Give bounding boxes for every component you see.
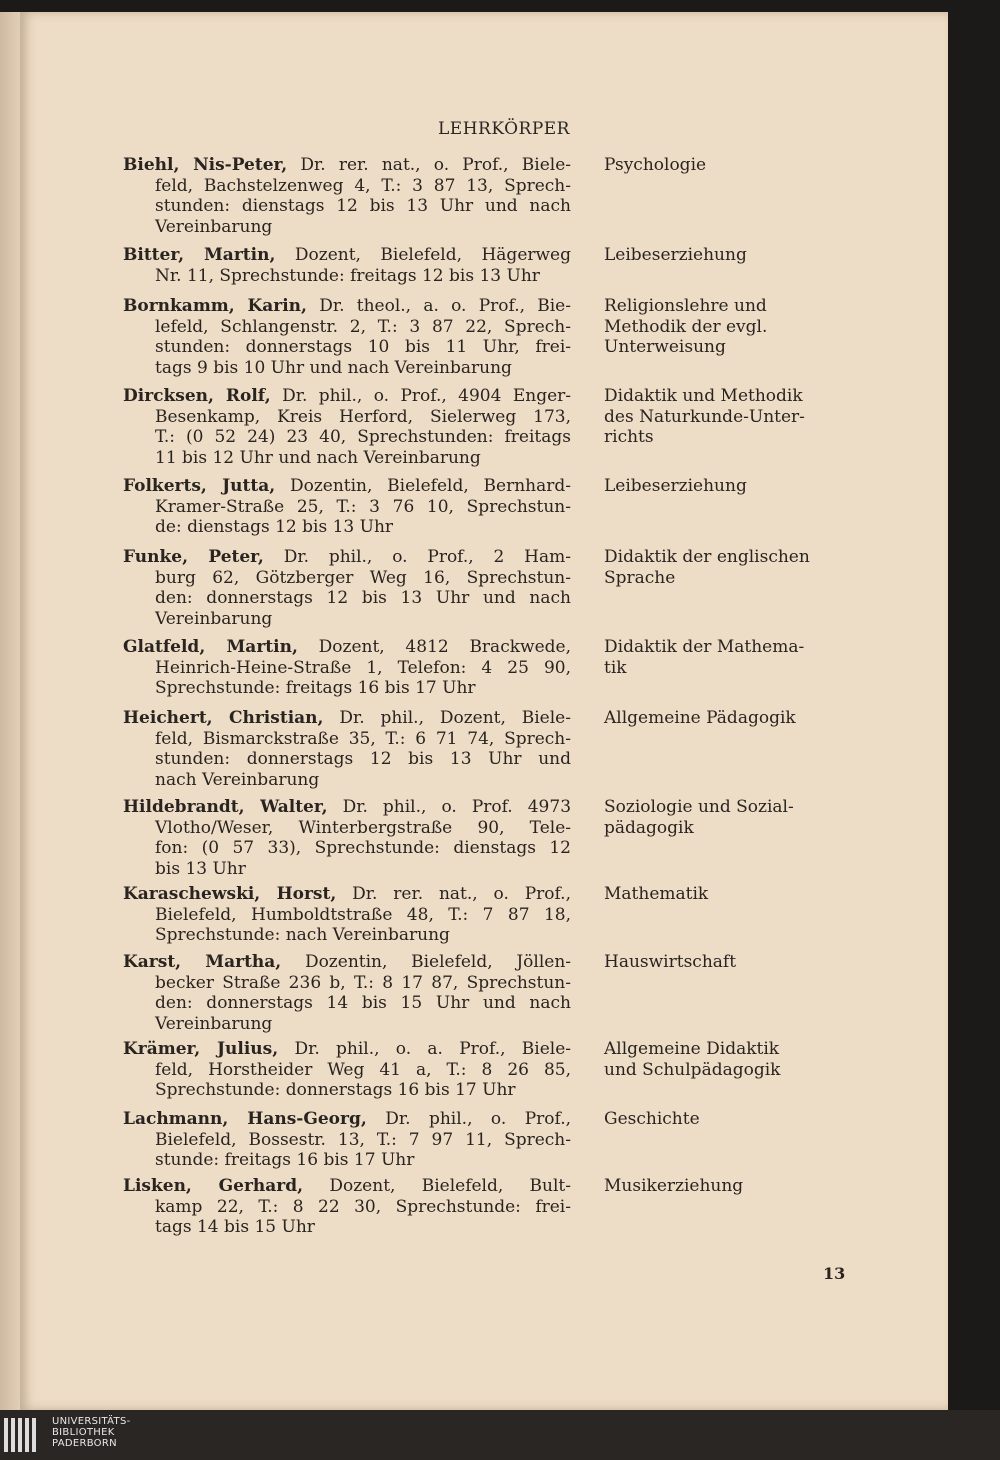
- entry-text-line: [123, 1176, 571, 1197]
- library-name-line: UNIVERSITÄTS-: [52, 1416, 131, 1427]
- entry-description: [123, 245, 571, 286]
- faculty-name: Lachmann, Hans-Georg,: [123, 1109, 367, 1129]
- entry-text-line: burg 62, Götzberger Weg 16, Sprechstun-: [155, 567, 571, 588]
- entry-subject: [604, 884, 854, 905]
- entry-subject: [604, 1109, 854, 1130]
- entry-description: [123, 296, 571, 378]
- faculty-details: Dr. rer. nat., o. Prof.,: [352, 884, 571, 904]
- entry-text-line: Bielefeld, Bossestr. 13, T.: 7 97 11, Sprech-: [155, 1129, 571, 1150]
- entry-text-line: feld, Bismarckstraße 35, T.: 6 71 74, Sprech-: [155, 728, 571, 749]
- faculty-details: Dr. phil., o. Prof., 4904 Enger-: [282, 386, 572, 406]
- entry-subject: [604, 637, 854, 678]
- entry-description: [123, 386, 571, 468]
- library-name: [52, 1416, 131, 1449]
- entry-subject: [604, 296, 854, 358]
- faculty-name: Funke, Peter,: [123, 547, 264, 567]
- entry-text-line: 11 bis 12 Uhr und nach Vereinbarung: [155, 447, 481, 468]
- entry-text-line: [123, 952, 571, 973]
- faculty-name: Hildebrandt, Walter,: [123, 797, 328, 817]
- page-title: LEHRKÖRPER: [438, 119, 570, 139]
- entry-subject: [604, 708, 854, 729]
- subject-line: Musikerziehung: [604, 1176, 744, 1196]
- entry-text-line: den: donnerstags 12 bis 13 Uhr und nach: [155, 588, 571, 608]
- entry-text-line: [123, 1039, 571, 1060]
- library-logo-icon: [4, 1418, 44, 1452]
- entry-text-line: fon: (0 57 33), Sprechstunde: dienstags 12: [155, 838, 571, 858]
- faculty-details: Dr. rer. nat., o. Prof., Biele-: [300, 155, 571, 175]
- entry-text-line: Kramer-Straße 25, T.: 3 76 10, Sprechstun-: [155, 496, 571, 517]
- faculty-name: Karst, Martha,: [123, 952, 282, 972]
- faculty-details: Dozent, Bielefeld, Bult-: [329, 1176, 571, 1196]
- entry-subject: [604, 155, 854, 176]
- entry-text-line: [123, 637, 571, 658]
- entry-text-line: [123, 386, 571, 407]
- entry-description: [123, 952, 571, 1034]
- entry-description: [123, 884, 571, 946]
- entry-text-line: Vereinbarung: [155, 216, 273, 237]
- subject-line: Leibeserziehung: [604, 476, 747, 496]
- entry-subject: [604, 547, 854, 588]
- entry-description: [123, 1039, 571, 1101]
- faculty-details: Dr. theol., a. o. Prof., Bie-: [319, 296, 571, 316]
- entry-text-line: [123, 1109, 571, 1130]
- faculty-name: Folkerts, Jutta,: [123, 476, 276, 496]
- subject-line: Didaktik und Methodik: [604, 386, 803, 406]
- subject-line: Soziologie und Sozial-: [604, 797, 794, 817]
- subject-line: Hauswirtschaft: [604, 952, 737, 972]
- entry-text-line: [123, 708, 571, 729]
- faculty-name: Lisken, Gerhard,: [123, 1176, 304, 1196]
- entry-subject: [604, 1039, 854, 1080]
- faculty-details: Dr. phil., o. Prof.,: [385, 1109, 571, 1129]
- entry-text-line: T.: (0 52 24) 23 40, Sprechstunden: freitags: [155, 427, 571, 447]
- subject-line: pädagogik: [604, 817, 694, 838]
- subject-line: Allgemeine Didaktik: [604, 1039, 780, 1059]
- entry-text-line: tags 9 bis 10 Uhr und nach Vereinbarung: [155, 357, 512, 378]
- entry-description: [123, 1176, 571, 1238]
- entry-description: [123, 797, 571, 879]
- entry-text-line: stunden: donnerstags 12 bis 13 Uhr und: [155, 749, 571, 769]
- entry-subject: [604, 476, 854, 497]
- library-name-line: BIBLIOTHEK: [52, 1427, 115, 1438]
- entry-text-line: feld, Horstheider Weg 41 a, T.: 8 26 85,: [155, 1059, 571, 1080]
- entry-description: [123, 1109, 571, 1171]
- faculty-details: Dozentin, Bielefeld, Bernhard-: [289, 476, 571, 496]
- faculty-details: Dozentin, Bielefeld, Jöllen-: [304, 952, 572, 972]
- faculty-name: Bornkamm, Karin,: [123, 296, 307, 316]
- entry-text-line: stunde: freitags 16 bis 17 Uhr: [155, 1150, 415, 1170]
- subject-line: richts: [604, 427, 654, 447]
- entry-text-line: Bielefeld, Humboldtstraße 48, T.: 7 87 18,: [155, 904, 571, 925]
- entry-subject: [604, 245, 854, 266]
- entry-text-line: [123, 884, 571, 905]
- library-footer: [0, 1410, 1000, 1460]
- entry-text-line: lefeld, Schlangenstr. 2, T.: 3 87 22, Sprech-: [155, 316, 571, 337]
- entry-text-line: Sprechstunde: freitags 16 bis 17 Uhr: [155, 678, 476, 698]
- faculty-name: Glatfeld, Martin,: [123, 637, 298, 657]
- entry-text-line: Vereinbarung: [155, 1013, 273, 1034]
- entry-text-line: [123, 296, 571, 317]
- entry-subject: [604, 797, 854, 838]
- faculty-details: Dr. phil., Dozent, Biele-: [339, 708, 571, 728]
- entry-description: [123, 155, 571, 237]
- entry-text-line: [123, 547, 571, 568]
- entry-text-line: nach Vereinbarung: [155, 769, 320, 790]
- entry-subject: [604, 952, 854, 973]
- faculty-details: Dr. phil., o. a. Prof., Biele-: [294, 1039, 572, 1059]
- entry-text-line: de: dienstags 12 bis 13 Uhr: [155, 517, 394, 537]
- entry-description: [123, 708, 571, 790]
- subject-line: Didaktik der Mathema-: [604, 637, 805, 657]
- subject-line: Psychologie: [604, 155, 707, 175]
- entry-text-line: Heinrich-Heine-Straße 1, Telefon: 4 25 90,: [155, 657, 571, 678]
- faculty-name: Bitter, Martin,: [123, 245, 276, 265]
- subject-line: und Schulpädagogik: [604, 1059, 781, 1080]
- entry-text-line: kamp 22, T.: 8 22 30, Sprechstunde: frei-: [155, 1196, 571, 1217]
- page-number: 13: [823, 1264, 846, 1283]
- subject-line: Mathematik: [604, 884, 709, 904]
- entry-text-line: den: donnerstags 14 bis 15 Uhr und nach: [155, 993, 571, 1013]
- entry-text-line: stunden: dienstags 12 bis 13 Uhr und nach: [155, 196, 571, 216]
- faculty-name: Heichert, Christian,: [123, 708, 324, 728]
- faculty-details: Dozent, 4812 Brackwede,: [318, 637, 571, 657]
- entry-text-line: Sprechstunde: donnerstags 16 bis 17 Uhr: [155, 1080, 516, 1100]
- entry-text-line: Vereinbarung: [155, 608, 273, 629]
- entry-description: [123, 476, 571, 538]
- entry-text-line: tags 14 bis 15 Uhr: [155, 1217, 315, 1237]
- faculty-details: Dozent, Bielefeld, Hägerweg: [294, 245, 571, 265]
- subject-line: Methodik der evgl.: [604, 316, 768, 337]
- entry-text-line: Nr. 11, Sprechstunde: freitags 12 bis 13 Uhr: [155, 265, 540, 286]
- library-name-line: PADERBORN: [52, 1438, 117, 1449]
- faculty-details: Dr. phil., o. Prof. 4973: [342, 797, 572, 817]
- entry-text-line: Sprechstunde: nach Vereinbarung: [155, 925, 450, 945]
- faculty-name: Krämer, Julius,: [123, 1039, 279, 1059]
- entry-text-line: becker Straße 236 b, T.: 8 17 87, Sprechstun-: [155, 972, 571, 993]
- entry-text-line: Vlotho/Weser, Winterbergstraße 90, Tele-: [155, 817, 571, 838]
- faculty-details: Dr. phil., o. Prof., 2 Ham-: [283, 547, 572, 567]
- entry-text-line: feld, Bachstelzenweg 4, T.: 3 87 13, Sprech-: [155, 175, 571, 196]
- subject-line: Religionslehre und: [604, 296, 767, 316]
- entry-text-line: Besenkamp, Kreis Herford, Sielerweg 173,: [155, 406, 571, 427]
- subject-line: Allgemeine Pädagogik: [604, 708, 796, 728]
- entry-description: [123, 637, 571, 699]
- entry-text-line: stunden: donnerstags 10 bis 11 Uhr, frei-: [155, 337, 571, 357]
- subject-line: Leibeserziehung: [604, 245, 747, 265]
- entry-subject: [604, 1176, 854, 1197]
- subject-line: tik: [604, 657, 627, 678]
- entry-text-line: [123, 155, 571, 176]
- faculty-name: Dircksen, Rolf,: [123, 386, 271, 406]
- entry-subject: [604, 386, 854, 448]
- entry-text-line: [123, 797, 571, 818]
- faculty-name: Karaschewski, Horst,: [123, 884, 337, 904]
- subject-line: Sprache: [604, 567, 676, 588]
- entry-text-line: [123, 245, 571, 266]
- subject-line: des Naturkunde-Unter-: [604, 406, 805, 427]
- subject-line: Unterweisung: [604, 337, 726, 357]
- page-gutter: [0, 12, 20, 1410]
- faculty-name: Biehl, Nis-Peter,: [123, 155, 288, 175]
- subject-line: Geschichte: [604, 1109, 700, 1129]
- subject-line: Didaktik der englischen: [604, 547, 810, 567]
- entry-text-line: bis 13 Uhr: [155, 858, 246, 879]
- entry-text-line: [123, 476, 571, 497]
- entry-description: [123, 547, 571, 629]
